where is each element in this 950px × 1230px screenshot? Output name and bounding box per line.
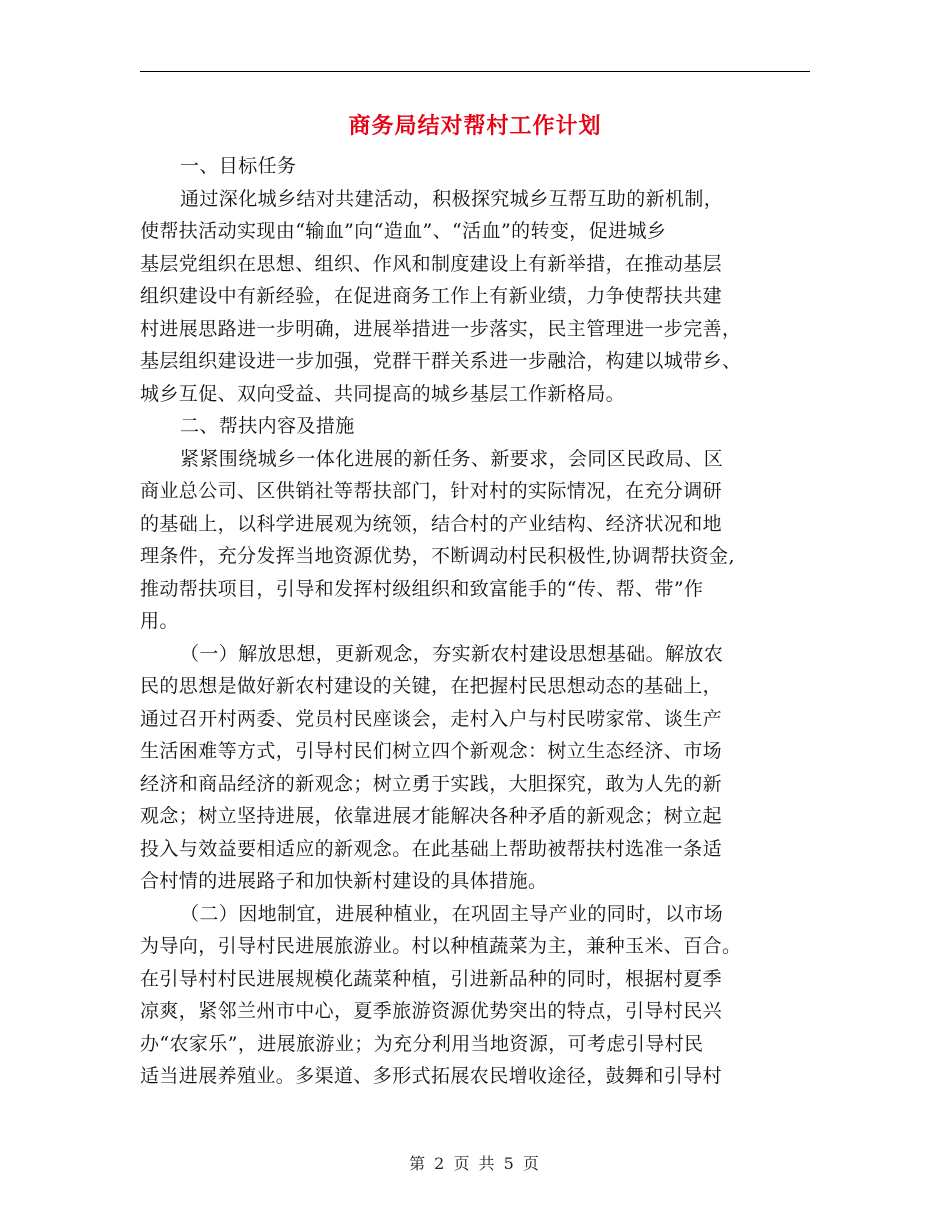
text-line: 二、帮扶内容及措施 [180,415,355,437]
text-line: 基层组织建设进一步加强，党群干群关系进一步融洽，构建以城带乡、 [140,350,742,372]
text-line: 为导向，引导村民进展旅游业。村以种植蔬菜为主，兼种玉米、百合。 [140,935,742,957]
text-line: 一、目标任务 [180,155,297,177]
text-line: 观念；树立坚持进展，依靠进展才能解决各种矛盾的新观念；树立起 [140,805,723,827]
text-line: 办“农家乐”，进展旅游业；为充分利用当地资源，可考虑引导村民 [140,1032,704,1055]
text-line: 通过召开村两委、党员村民座谈会，走村入户与村民唠家常、谈生产 [140,707,723,730]
text-line: 凉爽，紧邻兰州市中心，夏季旅游资源优势突出的特点，引导村民兴 [140,1000,723,1022]
text-line: 投入与效益要相适应的新观念。在此基础上帮助被帮扶村选准一条适 [140,837,723,860]
text-line: 推动帮扶项目，引导和发挥村级组织和致富能手的“传、帮、带”作 [140,577,704,600]
page-number: 第 2 页 共 5 页 [409,1154,541,1173]
text-line: 理条件，充分发挥当地资源优势，不断调动村民积极性,协调帮扶资金, [140,545,735,567]
text-line: 城乡互促、双向受益、共同提高的城乡基层工作新格局。 [140,382,626,405]
text-line: 紧紧围绕城乡一体化进展的新任务、新要求，会同区民政局、区 [180,447,724,470]
document-title: 商务局结对帮村工作计划 [348,113,602,139]
text-line: 商业总公司、区供销社等帮扶部门，针对村的实际情况，在充分调研 [140,480,723,502]
text-line: 民的思想是做好新农村建设的关键，在把握村民思想动态的基础上， [140,675,723,697]
text-line: 合村情的进展路子和加快新村建设的具体措施。 [140,870,548,892]
text-line: 村进展思路进一步明确，进展举措进一步落实，民主管理进一步完善， [140,317,742,340]
text-line: 的基础上，以科学进展观为统领，结合村的产业结构、经济状况和地 [140,512,723,535]
text-line: 适当进展养殖业。多渠道、多形式拓展农民增收途径，鼓舞和引导村 [140,1065,723,1087]
text-line: （一）解放思想，更新观念，夯实新农村建设思想基础。解放农 [180,642,724,665]
text-line: （二）因地制宜，进展种植业，在巩固主导产业的同时，以市场 [180,902,724,925]
text-line: 在引导村村民进展规模化蔬菜种植，引进新品种的同时，根据村夏季 [140,967,723,990]
text-line: 使帮扶活动实现由“输血”向“造血”、“活血”的转变，促进城乡 [140,220,667,242]
text-line: 基层党组织在思想、组织、作风和制度建设上有新举措，在推动基层 [140,252,723,275]
text-line: 用。 [140,610,179,632]
text-line: 通过深化城乡结对共建活动，积极探究城乡互帮互助的新机制， [180,187,724,210]
text-line: 经济和商品经济的新观念；树立勇于实践，大胆探究，敢为人先的新 [140,772,723,795]
text-line: 生活困难等方式，引导村民们树立四个新观念：树立生态经济、市场 [140,740,723,762]
header-rule [140,71,810,72]
text-line: 组织建设中有新经验，在促进商务工作上有新业绩，力争使帮扶共建 [140,285,723,307]
document-body [140,150,812,1093]
